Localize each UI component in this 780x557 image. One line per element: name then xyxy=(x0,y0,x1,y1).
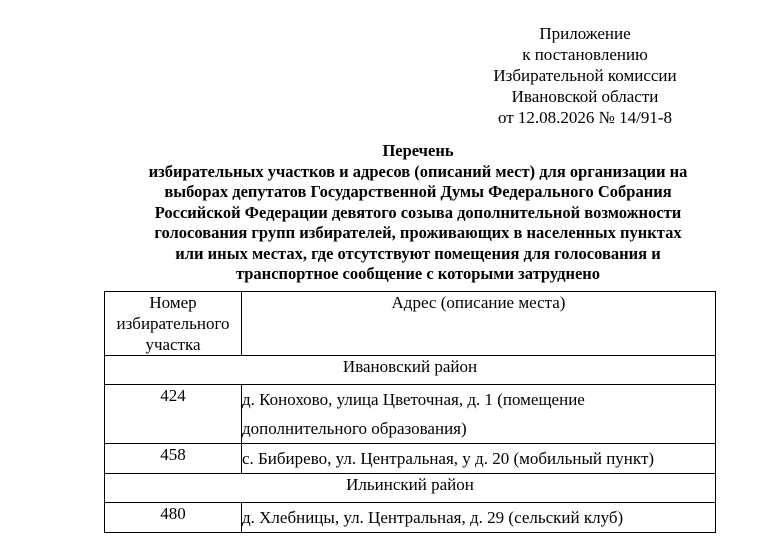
title-heading: Перечень xyxy=(382,141,454,160)
address-line: с. Бибирево, ул. Центральная, у д. 20 (мобильный пункт) xyxy=(242,449,655,468)
district-name: Ивановский район xyxy=(105,356,716,385)
title-line: Российской Федерации девятого созыва дополнительной возможности xyxy=(154,202,682,222)
header-address: Адрес (описание места) xyxy=(242,292,716,356)
district-name: Ильинский район xyxy=(105,474,716,503)
address-line: д. Хлебницы, ул. Центральная, д. 29 (сельский клуб) xyxy=(242,508,624,527)
header-number-line: избирательного xyxy=(116,314,230,333)
polling-stations-table xyxy=(104,291,716,533)
title-line: голосования групп избирателей, проживающих в населенных пунктах xyxy=(154,223,682,242)
header-number-line: Номер xyxy=(149,293,197,312)
table-header-row xyxy=(105,292,716,356)
district-row xyxy=(105,474,716,503)
station-address xyxy=(242,503,716,533)
header-number-line: участка xyxy=(145,335,201,354)
station-number: 480 xyxy=(105,503,242,533)
appendix-line: Ивановской области xyxy=(511,87,659,106)
table-row xyxy=(105,444,716,474)
address-line: д. Конохово, улица Цветочная, д. 1 (помещение xyxy=(242,390,585,409)
station-address xyxy=(242,444,716,474)
appendix-line: Приложение xyxy=(539,24,631,43)
title-line: транспортное сообщение с которыми затруднено xyxy=(235,264,601,283)
appendix-line: Избирательной комиссии xyxy=(493,66,677,85)
appendix-date-line: от 12.08.2026 № 14/91-8 xyxy=(497,108,673,127)
header-station-number xyxy=(105,292,242,356)
station-number: 458 xyxy=(105,444,242,474)
document-title xyxy=(98,141,738,285)
title-line: выборах депутатов Государственной Думы Федерального Собрания xyxy=(164,182,672,201)
table-row xyxy=(105,385,716,444)
appendix-line: к постановлению xyxy=(522,45,648,64)
station-number: 424 xyxy=(105,385,242,444)
table-row xyxy=(105,503,716,533)
district-row xyxy=(105,356,716,385)
appendix-block xyxy=(470,23,700,128)
title-line: или иных местах, где отсутствуют помещения для голосования и xyxy=(175,243,661,263)
address-line: дополнительного образования) xyxy=(242,419,467,438)
title-line: избирательных участков и адресов (описаний мест) для организации на xyxy=(148,161,688,181)
station-address xyxy=(242,385,716,444)
